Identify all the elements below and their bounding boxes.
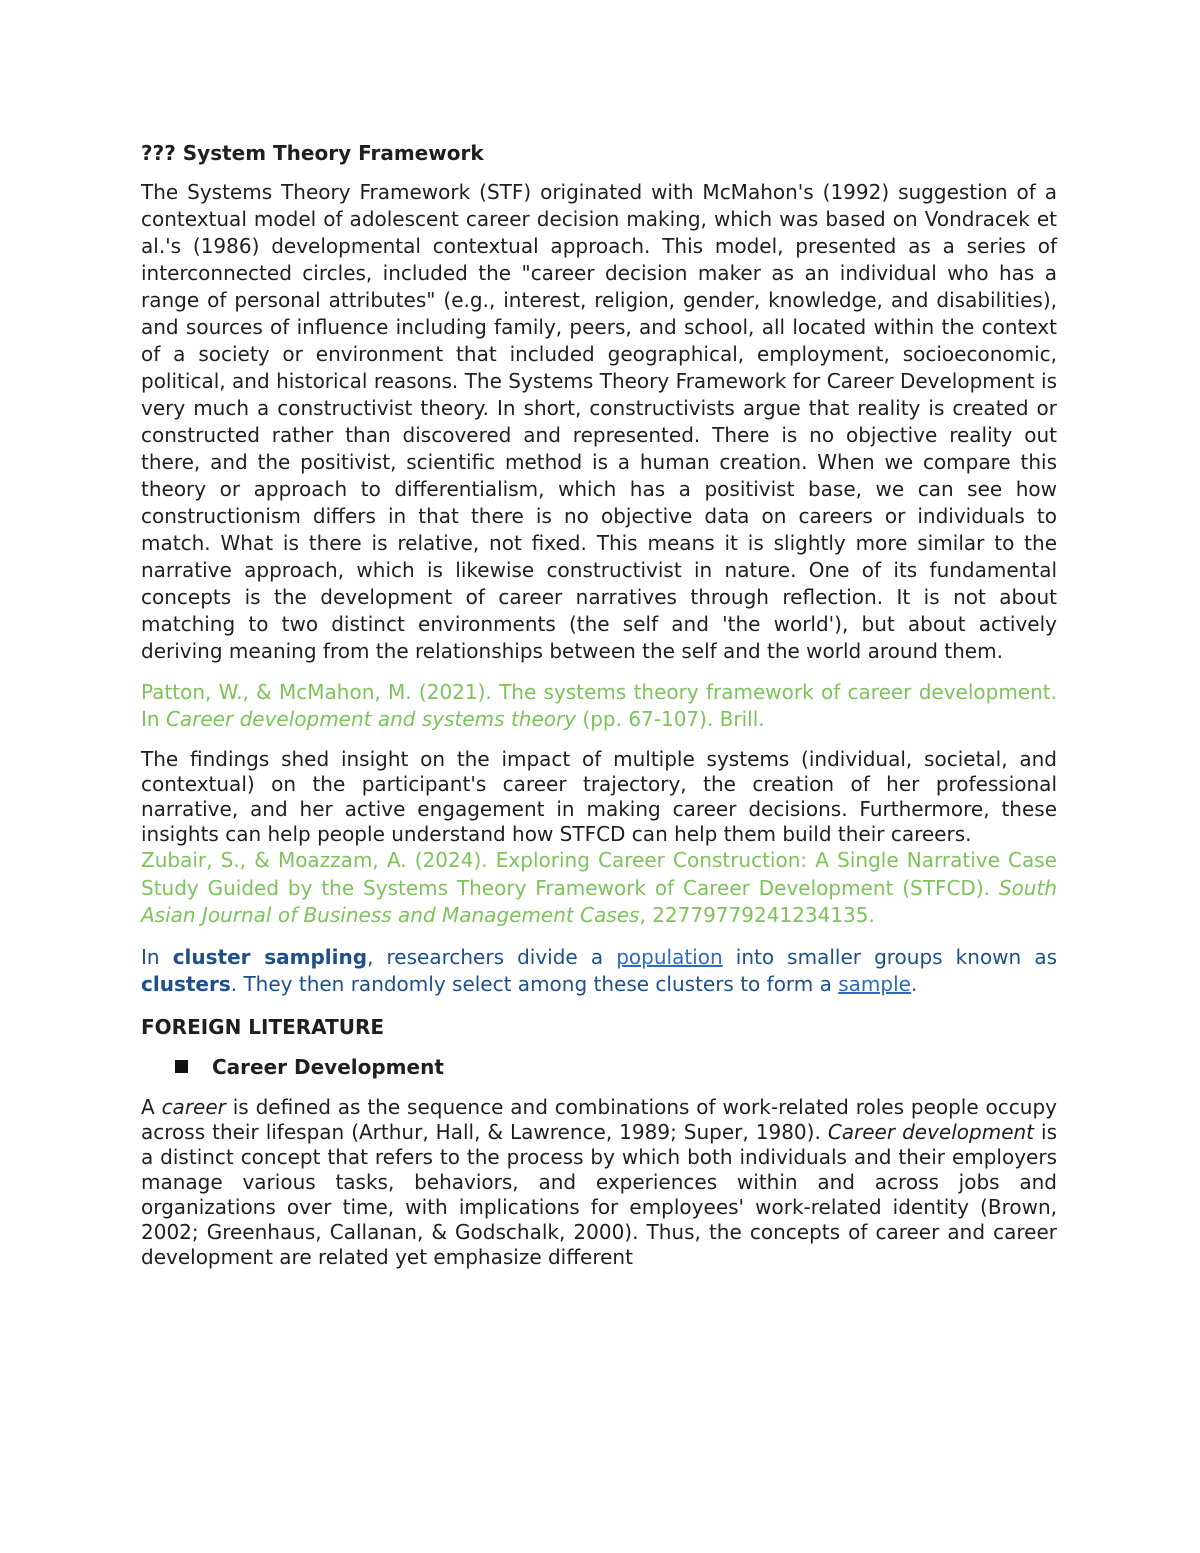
citation-patton-pages: (pp. 67-107). Brill. xyxy=(576,707,765,731)
career-term: career xyxy=(161,1094,226,1119)
citation-patton-book: Career development and systems theory xyxy=(165,707,577,731)
bullet-heading: Career Development xyxy=(212,1054,444,1079)
cluster-text: into smaller groups known as xyxy=(722,944,1057,969)
cluster-sampling-paragraph xyxy=(141,944,1057,998)
cluster-text: . They then randomly select among these clusters to form a xyxy=(230,971,839,996)
section-title: ??? System Theory Framework xyxy=(141,141,484,165)
citation-patton xyxy=(141,679,1057,733)
citation-zubair-text: Zubair, S., & Moazzam, A. (2024). Exploring Career Construction: A Single Narrative Case Study Guided by the Systems Theory Framework of Career Development (STFCD). xyxy=(141,848,1057,900)
citation-zubair xyxy=(141,847,1057,930)
spacer xyxy=(141,665,1057,679)
cluster-sampling-term: cluster sampling xyxy=(172,944,368,969)
career-text: is a distinct concept that refers to the process by which both individuals and their employers manage various tasks, behaviors, and experiences within and across jobs and organizations over time, with implications for employees' work-related identity (Brown, 2002; Greenhaus, Callanan, & Godschalk, 2000). Thus, the concepts of career and career development are related yet emphasize different xyxy=(141,1119,1057,1269)
clusters-term: clusters xyxy=(141,971,231,996)
cluster-text: , researchers divide a xyxy=(367,944,617,969)
citation-zubair-number: , 22779779241234135. xyxy=(639,903,875,927)
career-development-term: Career development xyxy=(827,1119,1035,1144)
sample-link[interactable]: sample xyxy=(838,971,911,996)
cluster-text: . xyxy=(910,971,918,996)
spacer xyxy=(141,998,1057,1014)
population-link[interactable]: population xyxy=(616,944,723,969)
citation-patton-text: Patton, W., & McMahon, M. (2021). The systems theory framework of career development. In xyxy=(141,680,1057,731)
findings-paragraph: The findings shed insight on the impact of multiple systems (individual, societal, and contextual) on the participant's career trajectory, the creation of her professional narrative, and her active engagement in making career decisions. Furthermore, these insights can help people understand how STFCD can help them build their careers. xyxy=(141,747,1057,846)
spacer xyxy=(141,930,1057,944)
career-text: A xyxy=(141,1094,162,1119)
career-text: is defined as the sequence and combinations of work-related roles people occupy across their lifespan (Arthur, Hall, & Lawrence, 1989; Super, 1980). xyxy=(141,1094,1057,1144)
bullet-career-development xyxy=(175,1053,1057,1081)
citation-zubair-journal: South Asian Journal of Business and Management Cases xyxy=(141,875,1057,927)
foreign-literature-heading: FOREIGN LITERATURE xyxy=(141,1014,385,1039)
stf-paragraph: The Systems Theory Framework (STF) originated with McMahon's (1992) suggestion of a contextual model of adolescent career decision making, which was based on Vondracek et al.'s (1986) developmental contextual approach. This model, presented as a series of interconnected circles, included the "career decision maker as an individual who has a range of personal attributes" (e.g., interest, religion, gender, knowledge, and disabilities), and sources of influence including family, peers, and school, all located within the context of a society or environment that included geographical, employment, socioeconomic, political, and historical reasons. The Systems Theory Framework for Career Development is very much a constructivist theory. In short, constructivists argue that reality is created or constructed rather than discovered and represented. There is no objective reality out there, and the positivist, scientific method is a human creation. When we compare this theory or approach to differentialism, which has a positivist base, we can see how constructionism differs in that there is no objective data on careers or individuals to match. What is there is relative, not fixed. This means it is slightly more similar to the narrative approach, which is likewise constructivist in nature. One of its fundamental concepts is the development of career narratives through reflection. It is not about matching to two distinct environments (the self and 'the world'), but about actively deriving meaning from the relationships between the self and the world around them. xyxy=(141,180,1057,663)
spacer xyxy=(141,733,1057,747)
cluster-text: In xyxy=(141,944,173,969)
career-paragraph xyxy=(141,1095,1057,1270)
square-bullet-icon xyxy=(175,1060,188,1073)
document-page xyxy=(141,140,1057,1270)
